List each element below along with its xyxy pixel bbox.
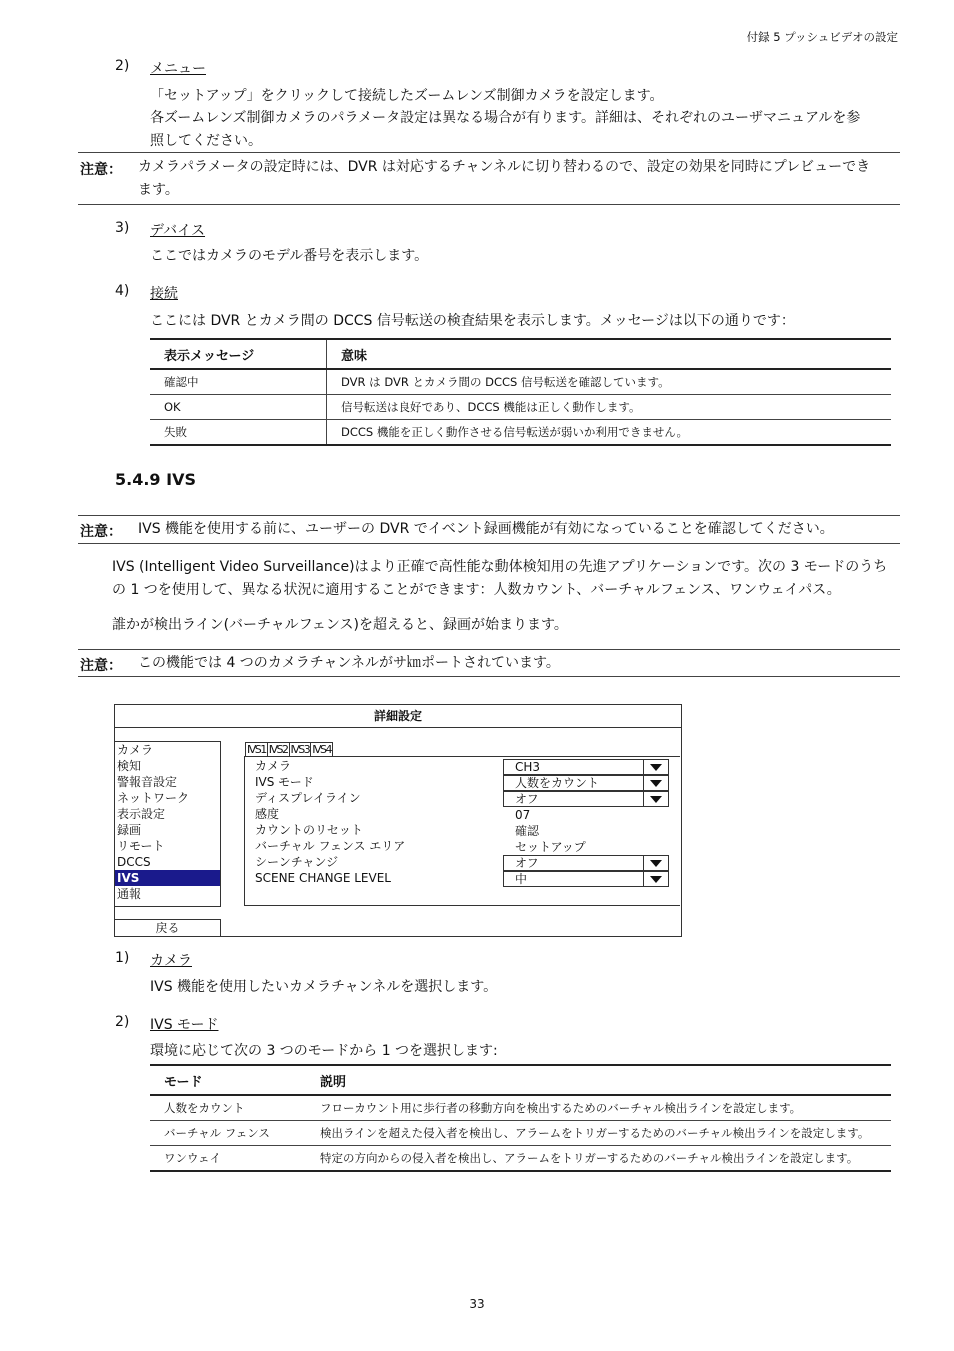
message-table	[150, 338, 891, 446]
sensitivity-label: 感度	[255, 807, 280, 821]
table-header: モード	[150, 1065, 306, 1095]
reset-count-button[interactable]: 確認	[515, 824, 540, 838]
table-header: 説明	[306, 1065, 891, 1095]
table-header: 表示メッセージ	[150, 339, 327, 369]
item-title: メニュー	[150, 61, 206, 77]
table-cell: DVR は DVR とカメラ間の DCCS 信号転送を確認しています。	[327, 369, 892, 395]
scene-change-select[interactable]	[503, 855, 669, 871]
note-text: ます。	[138, 182, 179, 198]
paragraph: 誰かが検出ライン(バーチャルフェンス)を超えると、録画が始まります。	[112, 617, 568, 633]
table-cell: フローカウント用に歩行者の移動方向を検出するためのバーチャル検出ラインを設定します。	[306, 1095, 891, 1121]
virtual-fence-setup-button[interactable]: セットアップ	[515, 840, 586, 854]
paragraph: 各ズームレンズ制御カメラのパラメータ設定は異なる場合が有ります。詳細は、それぞれのユーザマニュアルを参	[150, 110, 861, 126]
item-title: 接続	[150, 286, 178, 302]
sidebar-item-display[interactable]: 表示設定	[117, 807, 166, 821]
dropdown-arrow-icon[interactable]	[643, 792, 668, 806]
note-rule	[78, 543, 900, 544]
advanced-settings-menu	[114, 704, 682, 937]
tab-ivs1[interactable]: IVS1	[247, 743, 266, 756]
paragraph: ここには DVR とカメラ間の DCCS 信号転送の検査結果を表示します。メッセージは以下の通りです：	[150, 313, 795, 329]
item-title: IVS モード	[150, 1017, 219, 1033]
sidebar-item-camera[interactable]: カメラ	[117, 743, 154, 757]
table-cell: OK	[150, 395, 327, 420]
note-label: 注意：	[80, 658, 122, 674]
table-cell: 検出ラインを超えた侵入者を検出し、アラームをトリガーするためのバーチャル検出ラインを設定します。	[306, 1121, 891, 1146]
dropdown-arrow-icon[interactable]	[643, 856, 668, 870]
paragraph: 「セットアップ」をクリックして接続したズームレンズ制御カメラを設定します。	[150, 88, 664, 104]
sidebar-item-alert[interactable]: 警報音設定	[117, 775, 178, 789]
sidebar-item-detection[interactable]: 検知	[117, 759, 142, 773]
camera-select-value: CH3	[515, 760, 541, 774]
note-rule	[78, 152, 900, 153]
scene-change-level-select-value: 中	[515, 872, 528, 886]
note-text: この機能では 4 つのカメラチャンネルがサ㎞ポートされています。	[138, 655, 560, 671]
camera-select[interactable]	[503, 759, 669, 775]
sidebar-item-dccs[interactable]: DCCS	[117, 855, 151, 869]
menu-title: 詳細設定	[115, 705, 681, 728]
reset-count-label: カウントのリセット	[255, 823, 363, 837]
table-cell: バーチャル フェンス	[150, 1121, 306, 1146]
paragraph: IVS (Intelligent Video Surveillance)はより正確で高性能な動体検知用の先進アプリケーションです。次の 3 モードのうち	[112, 559, 888, 575]
tab-ivs3[interactable]: IVS3	[290, 743, 310, 756]
table-row	[150, 395, 891, 420]
section-heading: 5.4.9 IVS	[115, 470, 196, 489]
note-label: 注意：	[80, 524, 122, 540]
menu-sidebar	[115, 741, 221, 907]
ivs-mode-select-value: 人数をカウント	[515, 776, 600, 790]
table-cell: ワンウェイ	[150, 1146, 306, 1172]
table-cell: 失敗	[150, 420, 327, 446]
note-text: カメラパラメータの設定時には、DVR は対応するチャンネルに切り替わるので、設定の効果を同時にプレビューでき	[138, 159, 871, 175]
paragraph: 照してください。	[150, 133, 262, 149]
sidebar-item-ivs[interactable]: IVS	[115, 870, 220, 886]
table-header: 意味	[327, 339, 892, 369]
table-row	[150, 1121, 891, 1146]
ivs-mode-label: IVS モード	[255, 775, 314, 789]
item-number: 3)	[115, 220, 130, 236]
item-number: 1)	[115, 950, 130, 966]
sidebar-item-notification[interactable]: 通報	[117, 887, 142, 901]
table-cell: 特定の方向からの侵入者を検出し、アラームをトリガーするためのバーチャル検出ラインを設定します。	[306, 1146, 891, 1172]
table-cell: 信号転送は良好であり、DCCS 機能は正しく動作します。	[327, 395, 892, 420]
scene-change-level-select[interactable]	[503, 871, 669, 887]
tab-ivs4[interactable]: IVS4	[312, 743, 331, 756]
sidebar-item-record[interactable]: 録画	[117, 823, 142, 837]
ivs-mode-select[interactable]	[503, 775, 669, 791]
ivs-tabs	[245, 742, 332, 757]
paragraph: IVS 機能を使用したいカメラチャンネルを選択します。	[150, 979, 498, 995]
note-rule	[78, 649, 900, 650]
page-number: 33	[469, 1297, 485, 1311]
scene-change-level-label: SCENE CHANGE LEVEL	[255, 871, 391, 885]
paragraph: の 1 つを使用して、異なる状況に適用することができます：人数カウント、バーチャルフェンス、ワンウェイパス。	[112, 582, 841, 598]
paragraph: ここではカメラのモデル番号を表示します。	[150, 248, 429, 264]
display-line-select[interactable]	[503, 791, 669, 807]
item-number: 2)	[115, 58, 130, 74]
paragraph: 環境に応じて次の 3 つのモードから 1 つを選択します:	[150, 1043, 498, 1059]
note-rule	[78, 204, 900, 205]
dropdown-arrow-icon[interactable]	[643, 872, 668, 886]
item-title: カメラ	[150, 953, 192, 969]
note-rule	[78, 515, 900, 516]
note-label: 注意：	[80, 162, 122, 178]
table-cell: DCCS 機能を正しく動作させる信号転送が弱いか利用できません。	[327, 420, 892, 446]
virtual-fence-label: バーチャル フェンス エリア	[255, 839, 406, 853]
dropdown-arrow-icon[interactable]	[643, 760, 668, 774]
note-text: IVS 機能を使用する前に、ユーザーの DVR でイベント録画機能が有効になっていることを確認してください。	[138, 521, 834, 537]
table-row	[150, 369, 891, 395]
item-number: 4)	[115, 283, 130, 299]
sensitivity-value[interactable]: 07	[515, 808, 531, 822]
scene-change-select-value: オフ	[515, 856, 539, 870]
mode-table	[150, 1064, 891, 1172]
table-cell: 確認中	[150, 369, 327, 395]
dropdown-arrow-icon[interactable]	[643, 776, 668, 790]
scene-change-label: シーンチャンジ	[255, 855, 339, 869]
table-row	[150, 1095, 891, 1121]
tab-ivs2[interactable]: IVS2	[268, 743, 288, 756]
table-row	[150, 1146, 891, 1172]
table-cell: 人数をカウント	[150, 1095, 306, 1121]
display-line-select-value: オフ	[515, 792, 539, 806]
sidebar-item-network[interactable]: ネットワーク	[117, 791, 190, 805]
item-title: デバイス	[150, 223, 206, 239]
display-line-label: ディスプレイライン	[255, 791, 361, 805]
sidebar-item-remote[interactable]: リモート	[117, 839, 165, 853]
note-rule	[78, 676, 900, 677]
item-number: 2)	[115, 1014, 130, 1030]
back-button[interactable]: 戻る	[115, 919, 221, 936]
table-row	[150, 420, 891, 446]
camera-label: カメラ	[255, 759, 292, 773]
running-header: 付録 5 プッシュビデオの設定	[746, 30, 898, 44]
